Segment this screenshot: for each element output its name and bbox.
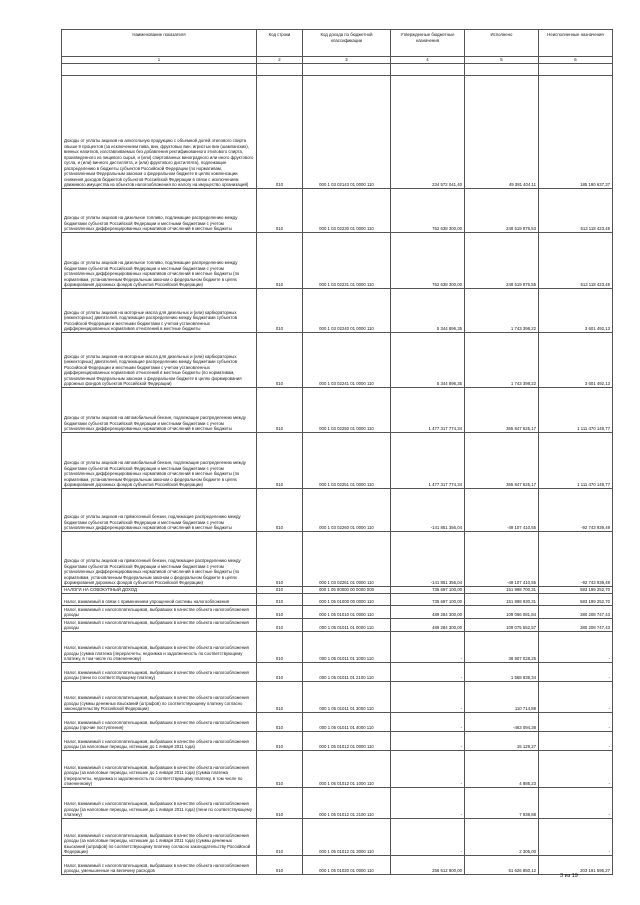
spacer-cell — [257, 63, 303, 75]
row-line-code: 010 — [257, 75, 303, 188]
row-line-code: 010 — [257, 681, 303, 712]
row-executed-amount: 51 626 850,12 — [465, 855, 539, 874]
row-name: Налог, взимаемый с налогоплательщиков, выбравших в качестве объекта налогообложения доходы (за налоговые периоды, истекшие до 1 января 2011 года) — [62, 731, 257, 750]
row-classification-code: 000 1 05 01012 01 2100 110 — [303, 787, 391, 818]
row-classification-code: 000 1 05 01010 01 0000 110 — [303, 605, 391, 618]
row-executed-amount: 249 519 876,53 — [465, 188, 539, 232]
row-classification-code: 000 1 03 02250 01 0000 110 — [303, 387, 391, 432]
row-classification-code: 000 1 05 01011 01 0000 110 — [303, 618, 391, 631]
row-classification-code: 000 1 03 02143 01 0000 110 — [303, 75, 391, 188]
row-executed-amount: 49 381 404,11 — [465, 75, 539, 188]
row-line-code: 010 — [257, 593, 303, 605]
row-approved-amount: 5 344 896,35 — [391, 288, 465, 332]
row-executed-amount: 2 305,00 — [465, 818, 539, 855]
column-number: 6 — [539, 57, 613, 64]
table-row — [62, 631, 613, 662]
table-row — [62, 618, 613, 631]
col-header-approved: Утвержденные бюджетные назначения — [391, 30, 465, 57]
table-row — [62, 288, 613, 332]
row-name: Доходы от уплаты акцизов на автомобильный бензин, подлежащие распределению между бюджетами субъектов Российской Федерации и местными бюджетами с учетом установленных дифференцированных нормативов отчислений в местные бюджеты (по нормативам, установленным Федеральным законом о федеральном бюджете в целях формирования дорожных фондов субъектов Российской Федерации) — [62, 432, 257, 488]
row-line-code: 010 — [257, 531, 303, 586]
row-unexecuted-amount: - — [539, 662, 613, 681]
row-unexecuted-amount: - — [539, 787, 613, 818]
row-approved-amount: - — [391, 750, 465, 787]
spacer-cell — [391, 63, 465, 75]
row-line-code: 010 — [257, 232, 303, 288]
row-executed-amount: 7 938,88 — [465, 787, 539, 818]
row-executed-amount: 110 714,88 — [465, 681, 539, 712]
row-unexecuted-amount: -92 743 939,49 — [539, 488, 613, 531]
row-name: Доходы от уплаты акцизов на прямогонный бензин, подлежащие распределению между бюджетами субъектов Российской Федерации и местными бюджетами с учетом установленных дифференцированных нормативов отчислений в местные бюджеты (по нормативам, установленным Федеральным законом о федеральном бюджете в целях формирования дорожных фондов субъектов Российской Федерации) — [62, 531, 257, 586]
row-name: Налог, взимаемый с налогоплательщиков, выбравших в качестве объекта налогообложения доходы (за налоговые периоды, истекшие до 1 января 2011 года) (сумма платежа (перерасчеты, недоимка и задолженность по соответствующему платежу, в том числе по отмененному) — [62, 750, 257, 787]
row-name: Налог, взимаемый с налогоплательщиков, выбравших в качестве объекта налогообложения доходы (за налоговые периоды, истекшие до 1 января 2011 года) (пени по соответствующему платежу) — [62, 787, 257, 818]
table-row — [62, 855, 613, 874]
spacer-row — [62, 63, 613, 75]
row-classification-code: 000 1 05 00000 00 0000 000 — [303, 586, 391, 593]
row-executed-amount: 365 847 625,17 — [465, 432, 539, 488]
row-name: Доходы от уплаты акцизов на моторные масла для дизельных и (или) карбюраторных (инжекторных) двигателей, подлежащие распределению между бюджетами субъектов Российской Федерации и местными бюджетами с учетом установленных дифференцированных нормативов отчислений в местные бюджеты — [62, 288, 257, 332]
report-sheet — [61, 29, 612, 875]
row-executed-amount: 109 075 552,57 — [465, 618, 539, 631]
row-name: Налог, взимаемый с налогоплательщиков, выбравших в качестве объекта налогообложения доходы (за налоговые периоды, истекшие до 1 января 2011 года) (суммы денежных взысканий (штрафов) по соответствующему платежу согласно законодательству Российской Федерации) — [62, 818, 257, 855]
row-classification-code: 000 1 03 02251 01 0000 110 — [303, 432, 391, 488]
row-name: Налог, взимаемый с налогоплательщиков, выбравших в качестве объекта налогообложения доходы (суммы денежных взысканий (штрафов) по соответствующему платежу согласно законодательству Российской Федерации) — [62, 681, 257, 712]
row-approved-amount: 735 697 100,00 — [391, 586, 465, 593]
row-unexecuted-amount: 1 111 470 149,77 — [539, 387, 613, 432]
row-line-code: 010 — [257, 586, 303, 593]
row-unexecuted-amount: - — [539, 631, 613, 662]
row-line-code: 010 — [257, 332, 303, 387]
row-unexecuted-amount: 3 601 492,13 — [539, 332, 613, 387]
row-approved-amount: - — [391, 631, 465, 662]
table-row — [62, 662, 613, 681]
row-unexecuted-amount: 1 111 470 149,77 — [539, 432, 613, 488]
row-approved-amount: - — [391, 787, 465, 818]
row-name: Налог, взимаемый с налогоплательщиков, выбравших в качестве объекта налогообложения доходы (сумма платежа (перерасчеты, недоимка и задолженность по соответствующему платежу, в том числе по отмененному) — [62, 631, 257, 662]
row-approved-amount: - — [391, 712, 465, 731]
row-approved-amount: 735 697 100,00 — [391, 593, 465, 605]
row-executed-amount: 365 847 625,17 — [465, 387, 539, 432]
row-approved-amount: - — [391, 731, 465, 750]
table-row — [62, 818, 613, 855]
row-name: Налог, взимаемый с налогоплательщиков, выбравших в качестве объекта налогообложения доходы, уменьшенные на величину расходов — [62, 855, 257, 874]
spacer-cell — [539, 63, 613, 75]
row-unexecuted-amount: - — [539, 750, 613, 787]
row-approved-amount: -141 851 356,04 — [391, 488, 465, 531]
row-classification-code: 000 1 03 02231 01 0000 110 — [303, 232, 391, 288]
row-line-code: 010 — [257, 855, 303, 874]
row-line-code: 010 — [257, 712, 303, 731]
column-number: 3 — [303, 57, 391, 64]
row-executed-amount: 4 885,23 — [465, 750, 539, 787]
table-row — [62, 750, 613, 787]
row-classification-code: 000 1 05 01012 01 0000 110 — [303, 731, 391, 750]
row-approved-amount: - — [391, 818, 465, 855]
row-executed-amount: 1 743 398,22 — [465, 288, 539, 332]
row-line-code: 010 — [257, 631, 303, 662]
revenue-table — [61, 29, 613, 875]
row-unexecuted-amount: 380 208 747,43 — [539, 618, 613, 631]
col-header-name: Наименование показателя — [62, 30, 257, 57]
row-line-code: 010 — [257, 818, 303, 855]
row-name: Доходы от уплаты акцизов на дизельное топливо, подлежащие распределению между бюджетами субъектов Российской Федерации и местными бюджетами с учетом установленных дифференцированных нормативов отчислений в местные бюджеты — [62, 188, 257, 232]
row-line-code: 010 — [257, 488, 303, 531]
row-name: Доходы от уплаты акцизов на алкогольную продукцию с объемной долей этилового спирта свыше 9 процентов (за исключением пива, вин, фруктовых вин, игристых вин (шампанских), винных напитков, изготавливаемых без добавления ректификованного этилового спирта, произведенного из пищевого сырья, и (или) спиртованных виноградного или иного фруктового сусла, и (или) винного дистиллята, и (или) фруктового дистиллята), подлежащие распределению в бюджеты субъектов Российской Федерации (по нормативам, установленным Федеральным законом о федеральном бюджете в целях компенсации снижения доходов бюджетов субъектов Российской Федерации в связи с исключением движимого имущества из объектов налогообложения по налогу на имущество организаций) — [62, 75, 257, 188]
column-number: 4 — [391, 57, 465, 64]
row-unexecuted-amount: -92 743 939,49 — [539, 531, 613, 586]
column-number: 2 — [257, 57, 303, 64]
row-approved-amount: - — [391, 662, 465, 681]
row-line-code: 010 — [257, 188, 303, 232]
table-row — [62, 593, 613, 605]
row-approved-amount: 489 284 300,00 — [391, 605, 465, 618]
row-line-code: 010 — [257, 618, 303, 631]
row-unexecuted-amount: 583 199 252,70 — [539, 586, 613, 593]
row-classification-code: 000 1 05 01011 01 1000 110 — [303, 631, 391, 662]
row-name: Налог, взимаемый с налогоплательщиков, выбравших в качестве объекта налогообложения доходы (прочие поступления) — [62, 712, 257, 731]
row-classification-code: 000 1 03 02230 01 0000 110 — [303, 188, 391, 232]
table-row — [62, 488, 613, 531]
row-approved-amount: 258 612 800,00 — [391, 855, 465, 874]
row-name: Налог, взимаемый с налогоплательщиков, выбравших в качестве объекта налогообложения доходы — [62, 605, 257, 618]
row-name: Доходы от уплаты акцизов на моторные масла для дизельных и (или) карбюраторных (инжекторных) двигателей, подлежащие распределению между бюджетами субъектов Российской Федерации и местными бюджетами с учетом установленных дифференцированных нормативов отчислений в местные бюджеты (по нормативам, установленным Федеральным законом о федеральном бюджете в целях формирования дорожных фондов субъектов Российской Федерации) — [62, 332, 257, 387]
row-unexecuted-amount: 513 118 423,45 — [539, 188, 613, 232]
table-row — [62, 232, 613, 288]
row-classification-code: 000 1 05 01012 01 3000 110 — [303, 818, 391, 855]
col-header-unexecuted: Неисполненные назначения — [539, 30, 613, 57]
row-unexecuted-amount: 583 199 252,70 — [539, 593, 613, 605]
row-classification-code: 000 1 03 02240 01 0000 110 — [303, 288, 391, 332]
row-name: Налог, взимаемый в связи с применением упрощенной системы налогообложения — [62, 593, 257, 605]
row-executed-amount: 151 998 700,31 — [465, 586, 539, 593]
table-header-row — [62, 30, 613, 57]
row-approved-amount: 1 477 317 774,34 — [391, 432, 465, 488]
col-header-line: Код строки — [257, 30, 303, 57]
table-row — [62, 332, 613, 387]
row-unexecuted-amount: 380 208 747,43 — [539, 605, 613, 618]
row-executed-amount: 1 743 398,22 — [465, 332, 539, 387]
table-body — [62, 57, 613, 875]
row-executed-amount: 1 568 839,34 — [465, 662, 539, 681]
row-classification-code: 000 1 03 02260 01 0000 110 — [303, 488, 391, 531]
row-classification-code: 000 1 05 01011 01 4000 110 — [303, 712, 391, 731]
row-executed-amount: -463 094,38 — [465, 712, 539, 731]
col-header-executed: Исполнено — [465, 30, 539, 57]
row-classification-code: 000 1 03 02241 01 0000 110 — [303, 332, 391, 387]
row-approved-amount: - — [391, 681, 465, 712]
row-approved-amount: 1 477 317 774,34 — [391, 387, 465, 432]
row-unexecuted-amount: 513 118 423,45 — [539, 232, 613, 288]
row-name: Налог, взимаемый с налогоплательщиков, выбравших в качестве объекта налогообложения доходы — [62, 618, 257, 631]
col-header-code: Код дохода по бюджетной классификации — [303, 30, 391, 57]
table-row — [62, 731, 613, 750]
row-name: Доходы от уплаты акцизов на автомобильный бензин, подлежащие распределению между бюджетами субъектов Российской Федерации и местными бюджетами с учетом установленных дифференцированных нормативов отчислений в местные бюджеты — [62, 387, 257, 432]
spacer-cell — [465, 63, 539, 75]
row-executed-amount: 151 998 930,31 — [465, 593, 539, 605]
row-classification-code: 000 1 03 02261 01 0000 110 — [303, 531, 391, 586]
row-name: Доходы от уплаты акцизов на дизельное топливо, подлежащие распределению между бюджетами субъектов Российской Федерации и местными бюджетами с учетом установленных дифференцированных нормативов отчислений в местные бюджеты (по нормативам, установленным Федеральным законом о федеральном бюджете в целях формирования дорожных фондов субъектов Российской Федерации) — [62, 232, 257, 288]
row-approved-amount: 234 572 041,40 — [391, 75, 465, 188]
row-line-code: 010 — [257, 662, 303, 681]
row-line-code: 010 — [257, 750, 303, 787]
row-line-code: 010 — [257, 288, 303, 332]
row-name: НАЛОГИ НА СОВОКУПНЫЙ ДОХОД — [62, 586, 257, 593]
row-executed-amount: 249 519 876,55 — [465, 232, 539, 288]
row-executed-amount: -49 107 410,55 — [465, 488, 539, 531]
row-classification-code: 000 1 05 01000 00 0000 110 — [303, 593, 391, 605]
row-unexecuted-amount: 203 191 596,27 — [539, 855, 613, 874]
row-approved-amount: 762 638 300,00 — [391, 188, 465, 232]
table-row — [62, 387, 613, 432]
row-executed-amount: 15 129,27 — [465, 731, 539, 750]
row-name: Доходы от уплаты акцизов на прямогонный бензин, подлежащие распределению между бюджетами субъектов Российской Федерации и местными бюджетами с учетом установленных дифференцированных нормативов отчислений в местные бюджеты — [62, 488, 257, 531]
row-approved-amount: -141 851 356,04 — [391, 531, 465, 586]
column-number: 1 — [62, 57, 257, 64]
row-line-code: 010 — [257, 787, 303, 818]
row-classification-code: 000 1 05 01012 01 1000 110 — [303, 750, 391, 787]
table-row — [62, 75, 613, 188]
row-approved-amount: 5 344 896,35 — [391, 332, 465, 387]
spacer-cell — [62, 63, 257, 75]
row-unexecuted-amount: - — [539, 731, 613, 750]
row-unexecuted-amount: 185 190 637,37 — [539, 75, 613, 188]
table-row — [62, 432, 613, 488]
row-name: Налог, взимаемый с налогоплательщиков, выбравших в качестве объекта налогообложения доходы (пени по соответствующему платежу) — [62, 662, 257, 681]
table-row — [62, 605, 613, 618]
row-line-code: 010 — [257, 432, 303, 488]
row-line-code: 010 — [257, 731, 303, 750]
table-row — [62, 787, 613, 818]
table-row — [62, 531, 613, 586]
row-unexecuted-amount: 3 601 492,13 — [539, 288, 613, 332]
table-row — [62, 681, 613, 712]
row-executed-amount: 109 066 081,84 — [465, 605, 539, 618]
row-unexecuted-amount: - — [539, 681, 613, 712]
table-row — [62, 188, 613, 232]
row-classification-code: 000 1 05 01020 01 0000 110 — [303, 855, 391, 874]
spacer-cell — [303, 63, 391, 75]
row-approved-amount: 489 284 300,00 — [391, 618, 465, 631]
table-row — [62, 586, 613, 593]
column-number: 5 — [465, 57, 539, 64]
row-executed-amount: -49 107 410,55 — [465, 531, 539, 586]
page-number: 3 из 19 — [560, 873, 578, 879]
row-executed-amount: 38 907 028,25 — [465, 631, 539, 662]
row-unexecuted-amount: - — [539, 818, 613, 855]
table-row — [62, 712, 613, 731]
row-line-code: 010 — [257, 605, 303, 618]
row-unexecuted-amount: - — [539, 712, 613, 731]
row-classification-code: 000 1 05 01011 01 3000 110 — [303, 681, 391, 712]
row-line-code: 010 — [257, 387, 303, 432]
row-approved-amount: 762 638 300,00 — [391, 232, 465, 288]
row-classification-code: 000 1 05 01011 01 2100 110 — [303, 662, 391, 681]
